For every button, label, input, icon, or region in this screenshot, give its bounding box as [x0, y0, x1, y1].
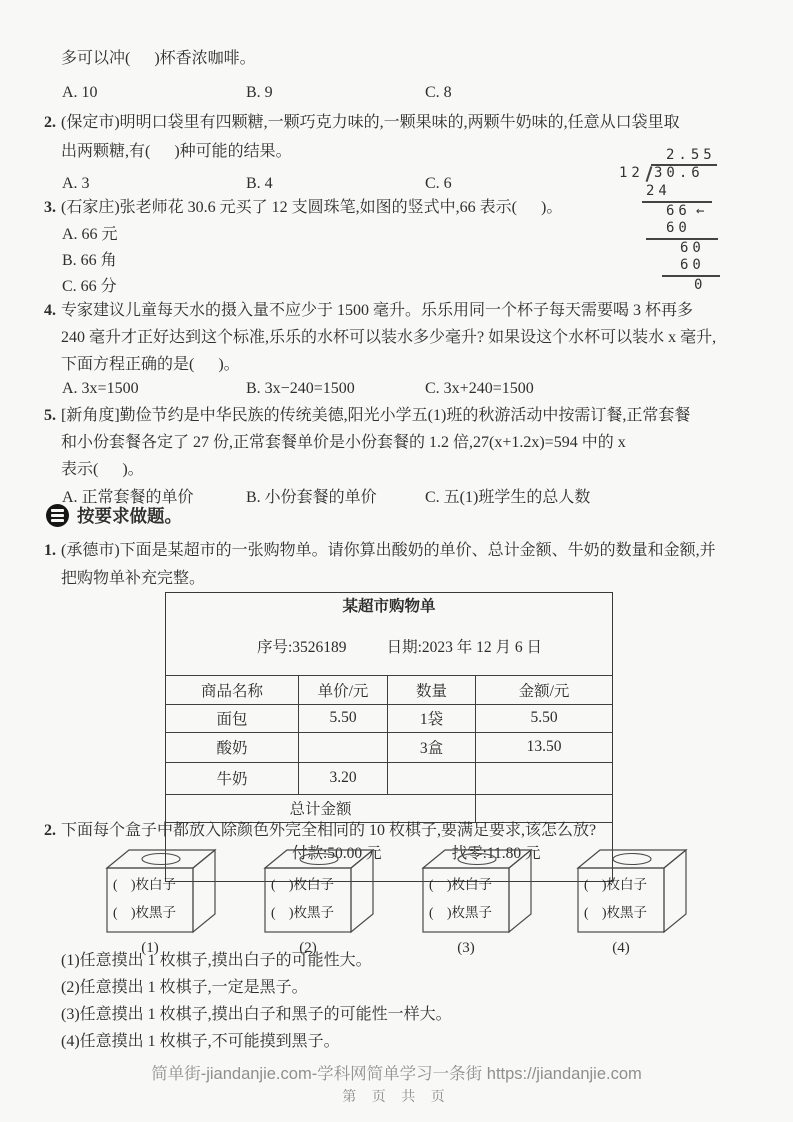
receipt-change: 找零:11.80 元 — [451, 844, 541, 862]
question-partial-stem: 多可以冲( )杯香浓咖啡。 — [61, 50, 256, 67]
question-4-line3: 下面方程正确的是( )。 — [61, 356, 240, 373]
division-result: 0 — [694, 277, 707, 293]
receipt-cell-blank — [476, 762, 613, 794]
receipt-total-blank — [476, 794, 613, 822]
option-a: A. 正常套餐的单价 — [62, 489, 194, 506]
receipt-cell: 面包 — [166, 704, 299, 732]
division-divisor: 12 — [619, 165, 644, 181]
receipt-serial-row — [166, 617, 613, 676]
receipt-cell: 5.50 — [299, 704, 388, 732]
division-dividend: 30.6 — [654, 165, 704, 181]
box-number-label: (1) — [141, 940, 159, 956]
option-c: C. 8 — [425, 84, 452, 101]
footer-watermark: 简单街-jiandanjie.com-学科网简单学习一条街 https://jiandanjie.com — [151, 1065, 642, 1083]
footer-page-indicator: 第 页 共 页 — [342, 1090, 451, 1105]
division-rem1: 66 — [666, 203, 691, 219]
option-c: C. 66 分 — [62, 278, 117, 295]
question-4-line2: 240 毫升才正好达到这个标准,乐乐的水杯可以装水多少毫升? 如果设这个水杯可以装水 x 毫升, — [61, 329, 717, 346]
receipt-cell: 酸奶 — [166, 732, 299, 762]
box-white-label: ( )枚白子 — [429, 877, 492, 892]
box-black-label: ( )枚黑子 — [584, 905, 647, 920]
receipt-cell: 牛奶 — [166, 762, 299, 794]
box-hole — [142, 854, 180, 865]
chess-box-2 — [263, 846, 375, 960]
question-2-line1: (保定市)明明口袋里有四颗糖,一颗巧克力味的,一颗果味的,两颗牛奶味的,任意从口袋里取 — [61, 114, 680, 131]
option-c: C. 3x+240=1500 — [425, 380, 534, 397]
box-number-label: (4) — [612, 940, 630, 956]
receipt-header: 数量 — [388, 675, 476, 704]
sub-question-1: (1)任意摸出 1 枚棋子,摸出白子的可能性大。 — [61, 952, 372, 969]
s3-question-1-number: 1. — [44, 542, 56, 559]
division-rem2: 60 — [680, 240, 705, 256]
option-a: A. 3x=1500 — [62, 380, 139, 397]
sub-question-3: (3)任意摸出 1 枚棋子,摸出白子和黑子的可能性一样大。 — [61, 1006, 452, 1023]
option-a: A. 3 — [62, 175, 90, 192]
long-division-figure — [616, 146, 734, 298]
box-hole — [458, 854, 496, 865]
box-white-label: ( )枚白子 — [271, 877, 334, 892]
option-b: B. 小份套餐的单价 — [246, 489, 377, 506]
chess-box-1 — [105, 846, 217, 960]
receipt-total-label: 总计金额 — [166, 794, 476, 822]
question-3-line1: (石家庄)张老师花 30.6 元买了 12 支圆珠笔,如图的竖式中,66 表示( )。 — [61, 199, 563, 216]
receipt-cell: 3.20 — [299, 762, 388, 794]
box-hole — [300, 854, 338, 865]
receipt-cell: 5.50 — [476, 704, 613, 732]
receipt-cell: 13.50 — [476, 732, 613, 762]
division-quotient: 2.55 — [666, 147, 716, 163]
option-b: B. 9 — [246, 84, 273, 101]
receipt-cell-blank — [299, 732, 388, 762]
receipt-date: 日期:2023 年 12 月 6 日 — [386, 638, 542, 656]
question-3-number: 3. — [44, 199, 56, 216]
s3-question-2-number: 2. — [44, 822, 56, 839]
division-rule3 — [662, 275, 720, 277]
option-c: C. 五(1)班学生的总人数 — [425, 489, 591, 506]
box-black-label: ( )枚黑子 — [271, 905, 334, 920]
box-black-label: ( )枚黑子 — [113, 905, 176, 920]
question-2-number: 2. — [44, 114, 56, 131]
question-partial-options — [62, 84, 452, 102]
box-white-label: ( )枚白子 — [584, 877, 647, 892]
option-a: A. 66 元 — [62, 226, 118, 243]
receipt-header: 商品名称 — [166, 675, 299, 704]
receipt-cell-blank — [388, 762, 476, 794]
question-5-line1: [新角度]勤俭节约是中华民族的传统美德,阳光小学五(1)班的秋游活动中按需订餐,正常套餐 — [61, 407, 691, 424]
question-5-line2: 和小份套餐各定了 27 份,正常套餐单价是小份套餐的 1.2 倍,27(x+1.2x)=594 中的 x — [61, 434, 626, 451]
option-b: B. 4 — [246, 175, 273, 192]
box-number-label: (2) — [299, 940, 317, 956]
s3-question-1-line2: 把购物单补充完整。 — [61, 570, 206, 587]
division-sub1: 24 — [646, 183, 671, 199]
sub-question-2: (2)任意摸出 1 枚棋子,一定是黑子。 — [61, 979, 308, 996]
receipt-payment: 付款:50.00 元 — [292, 844, 382, 862]
option-c: C. 6 — [425, 175, 452, 192]
division-sub2: 60 — [666, 220, 691, 236]
receipt-cell: 1袋 — [388, 704, 476, 732]
section-three-icon — [46, 504, 69, 527]
question-5-number: 5. — [44, 407, 56, 424]
receipt-title: 某超市购物单 — [342, 597, 436, 615]
chess-box-3 — [421, 846, 533, 960]
box-black-label: ( )枚黑子 — [429, 905, 492, 920]
receipt-header: 单价/元 — [299, 675, 388, 704]
receipt-header: 金额/元 — [476, 675, 613, 704]
division-sub3: 60 — [680, 257, 705, 273]
option-b: B. 3x−240=1500 — [246, 380, 355, 397]
question-2-options — [62, 175, 452, 193]
question-2-line2: 出两颗糖,有( )种可能的结果。 — [61, 143, 292, 160]
receipt-serial: 序号:3526189 — [257, 638, 347, 656]
question-5-line3: 表示( )。 — [61, 461, 144, 478]
left-arrow-icon: ← — [696, 203, 705, 219]
option-b: B. 66 角 — [62, 252, 117, 269]
question-4-number: 4. — [44, 302, 56, 319]
chess-box-4 — [576, 846, 688, 960]
receipt-cell: 3盒 — [388, 732, 476, 762]
section-three-title: 按要求做题。 — [77, 506, 182, 526]
question-4-line1: 专家建议儿童每天水的摄入量不应少于 1500 毫升。乐乐用同一个杯子每天需要喝 3 杯再多 — [61, 302, 694, 319]
box-white-label: ( )枚白子 — [113, 877, 176, 892]
question-4-options — [62, 380, 534, 398]
box-hole — [613, 854, 651, 865]
s3-question-2-line1: 下面每个盒子中都放入除颜色外完全相同的 10 枚棋子,要满足要求,该怎么放? — [61, 822, 597, 839]
division-bracket — [646, 166, 652, 182]
sub-question-4: (4)任意摸出 1 枚棋子,不可能摸到黑子。 — [61, 1033, 340, 1050]
box-number-label: (3) — [457, 940, 475, 956]
s3-question-1-line1: (承德市)下面是某超市的一张购物单。请你算出酸奶的单价、总计金额、牛奶的数量和金额,并 — [61, 542, 716, 559]
option-a: A. 10 — [62, 84, 98, 101]
